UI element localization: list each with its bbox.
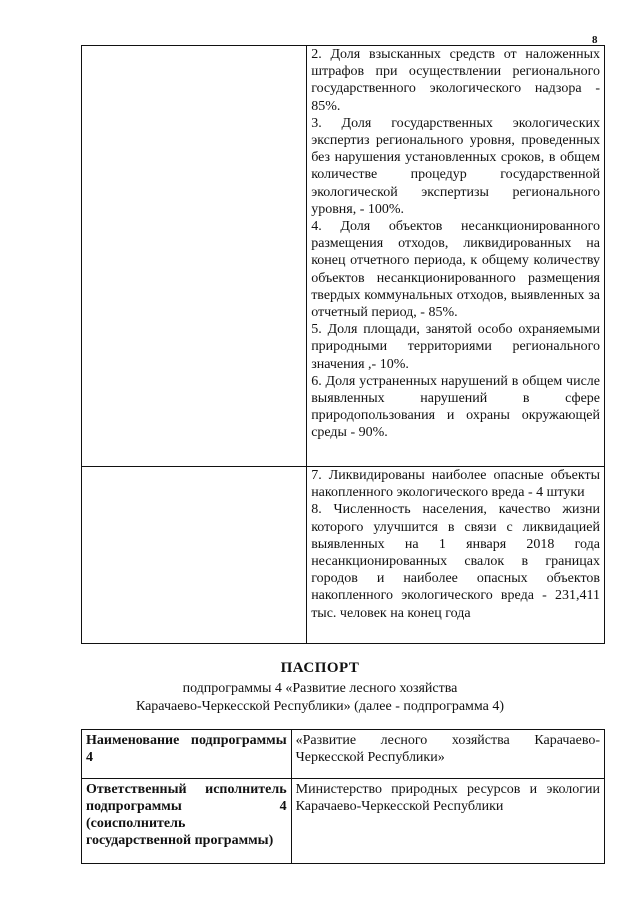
indicators-row-1 [82, 46, 605, 467]
indicators-right-cell-2 [307, 467, 605, 644]
passport-value-name: «Развитие лесного хозяйства Карачаево-Черкесской Республики» [291, 730, 604, 779]
indicator-item-8: 8. Численность населения, качество жизни которого улучшится в связи с ликвидацией выявленных на 1 января 2018 года несанкционированных свалок в границах городов и наиболее опасных объектов накопленного экологического вреда - 231,411 тыс. человек на конец года [311, 502, 600, 621]
passport-title: ПАСПОРТ [280, 660, 360, 676]
indicator-item-5: 5. Доля площади, занятой особо охраняемыми природными территориями регионального значения ,- 10%. [311, 322, 600, 372]
indicator-item-6: 6. Доля устраненных нарушений в общем числе выявленных нарушений в сфере природопользования и охраны окружающей среды - 90%. [311, 373, 600, 441]
indicators-table [81, 45, 605, 644]
indicator-item-3: 3. Доля государственных экологических экспертиз регионального уровня, проведенных без нарушения установленных сроков, в общем количестве процедур государственной экологической экспертизы регионального уровня, - 100%. [311, 115, 600, 217]
passport-label-executor: Ответственный исполнитель подпрограммы 4 (соисполнитель государственной программы) [82, 779, 292, 864]
passport-subtitle-line-1: подпрограммы 4 «Развитие лесного хозяйства [182, 681, 458, 696]
passport-row-name [82, 730, 605, 779]
passport-table [81, 729, 605, 864]
passport-row-executor [82, 779, 605, 864]
page-number: 8 [592, 34, 598, 46]
indicator-item-7: 7. Ликвидированы наиболее опасные объекты накопленного экологического вреда - 4 штуки [311, 468, 600, 501]
passport-label-name: Наименование подпрограммы 4 [82, 730, 292, 779]
indicator-item-2: 2. Доля взысканных средств от наложенных штрафов при осуществлении регионального государственного экологического надзора - 85%. [311, 47, 600, 114]
indicators-left-cell-1 [82, 46, 307, 467]
passport-value-executor: Министерство природных ресурсов и экологии Карачаево-Черкесской Республики [291, 779, 604, 864]
indicators-right-cell-1 [307, 46, 605, 467]
passport-subtitle-line-2: Карачаево-Черкесской Республики» (далее - подпрограмма 4) [135, 699, 505, 714]
indicators-left-cell-2 [82, 467, 307, 644]
indicator-item-4: 4. Доля объектов несанкционированного размещения отходов, ликвидированных на конец отчетного периода, к общему количеству объектов несанкционированного размещения твердых коммунальных отходов, выявленных за отчетный период, - 85%. [311, 219, 600, 321]
indicators-row-2 [82, 467, 605, 644]
